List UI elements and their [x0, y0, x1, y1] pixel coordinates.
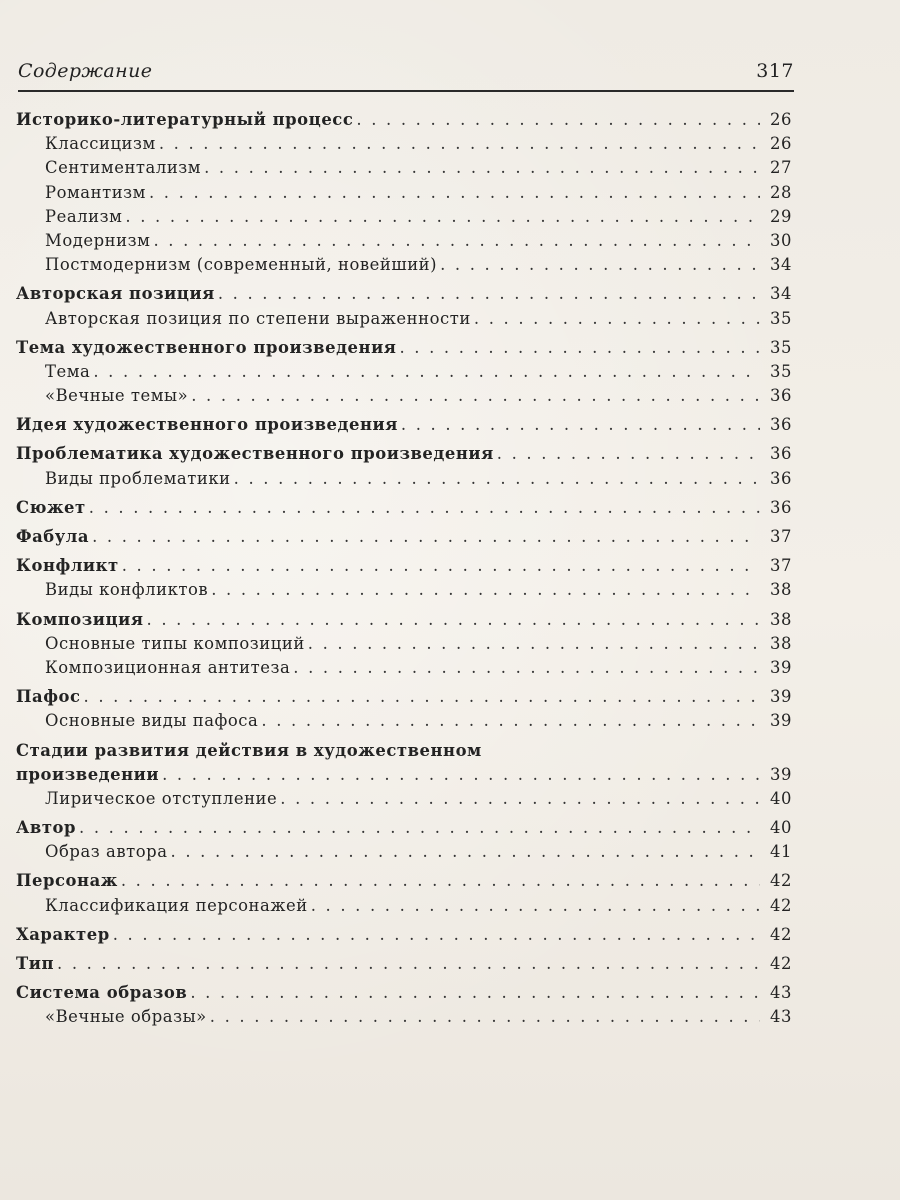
- dot-leader: [234, 469, 760, 488]
- toc-subentry-page: 30: [770, 230, 792, 250]
- toc-subentry-page: 34: [770, 255, 792, 275]
- toc-entry[interactable]: [16, 444, 792, 468]
- toc-entry[interactable]: [16, 556, 792, 580]
- dot-leader: [147, 610, 760, 629]
- toc-subentry[interactable]: [16, 255, 792, 279]
- toc-entry-page: 43: [770, 983, 792, 1003]
- toc-subentry-title: «Вечные образы»: [45, 1007, 207, 1027]
- toc-subentry-title: Модернизм: [45, 230, 151, 250]
- toc-subentry-title: Лирическое отступление: [45, 788, 278, 808]
- toc-subentry-title: Сентиментализм: [45, 158, 202, 178]
- toc-entry-page: 37: [770, 527, 792, 546]
- toc-subentry-page: 43: [770, 1007, 792, 1027]
- toc-entry-page: 36: [770, 497, 792, 517]
- toc-entry-title: Автор: [16, 818, 77, 838]
- page-number: 317: [756, 60, 794, 82]
- toc-subentry[interactable]: [16, 1007, 792, 1031]
- toc-subentry-title: Виды проблематики: [45, 468, 231, 488]
- toc-section: [16, 527, 792, 551]
- toc-entry[interactable]: [16, 284, 792, 308]
- running-title: Содержание: [18, 60, 153, 82]
- dot-leader: [92, 527, 760, 546]
- toc-subentry-title: Классификация персонажей: [45, 895, 308, 915]
- dot-leader: [218, 284, 760, 303]
- toc-subentry[interactable]: [16, 134, 792, 158]
- dot-leader: [280, 789, 760, 808]
- dot-leader: [57, 954, 760, 973]
- toc-entry-title: Персонаж: [16, 871, 118, 891]
- toc-section: [16, 444, 792, 492]
- dot-leader: [171, 842, 760, 861]
- dot-leader: [211, 580, 760, 599]
- toc-section: [16, 110, 792, 279]
- toc-subentry[interactable]: [16, 580, 792, 604]
- dot-leader: [190, 983, 760, 1002]
- dot-leader: [210, 1007, 760, 1026]
- toc-entry-title: Идея художественного произведения: [16, 415, 398, 435]
- toc-entry-title: Система образов: [16, 983, 188, 1003]
- toc-subentry-title: Реализм: [45, 206, 123, 226]
- dot-leader: [440, 255, 760, 274]
- toc-subentry-title: «Вечные темы»: [45, 386, 189, 406]
- toc-subentry-page: 29: [770, 206, 792, 226]
- toc-entry-page: 42: [770, 871, 792, 891]
- toc-subentry-title: Классицизм: [45, 134, 156, 154]
- toc-subentry[interactable]: [16, 634, 792, 658]
- toc-entry-title: Фабула: [16, 527, 90, 546]
- toc-section: [16, 741, 792, 814]
- dot-leader: [159, 134, 760, 153]
- toc-section: [16, 687, 792, 735]
- dot-leader: [261, 711, 760, 730]
- toc-subentry[interactable]: [16, 362, 792, 386]
- dot-leader: [191, 386, 760, 405]
- toc-entry-page: 34: [770, 284, 792, 304]
- table-of-contents: [16, 110, 792, 1037]
- toc-subentry[interactable]: [16, 309, 792, 333]
- toc-subentry-title: Постмодернизм (современный, новейший): [45, 255, 438, 275]
- dot-leader: [356, 110, 760, 129]
- toc-section: [16, 983, 792, 1031]
- toc-subentry[interactable]: [16, 207, 792, 231]
- toc-subentry-title: Романтизм: [45, 182, 146, 202]
- toc-entry-page: 26: [770, 110, 792, 129]
- toc-entry[interactable]: [16, 871, 792, 895]
- toc-subentry[interactable]: [16, 231, 792, 255]
- toc-section: [16, 498, 792, 522]
- toc-subentry-title: Композиционная антитеза: [45, 657, 291, 677]
- dot-leader: [497, 444, 760, 463]
- toc-entry-title: Конфликт: [16, 556, 119, 576]
- toc-subentry-page: 38: [770, 580, 792, 600]
- toc-entry-title: Сюжет: [16, 497, 86, 517]
- toc-section: [16, 284, 792, 332]
- dot-leader: [308, 634, 760, 653]
- toc-subentry-page: 36: [770, 468, 792, 488]
- toc-section: [16, 871, 792, 919]
- toc-entry[interactable]: [16, 498, 792, 522]
- toc-subentry-page: 35: [770, 361, 792, 381]
- dot-leader: [149, 183, 760, 202]
- toc-entry-page: 40: [770, 818, 792, 838]
- toc-subentry-page: 38: [770, 633, 792, 653]
- toc-entry-title: произведении: [16, 764, 160, 784]
- toc-subentry-page: 41: [770, 842, 792, 862]
- dot-leader: [311, 896, 760, 915]
- toc-entry-page: 39: [770, 687, 792, 707]
- toc-entry[interactable]: [16, 527, 792, 551]
- toc-entry[interactable]: [16, 110, 792, 134]
- toc-section: [16, 818, 792, 866]
- toc-section: [16, 556, 792, 604]
- toc-section: [16, 610, 792, 683]
- toc-entry[interactable]: [16, 415, 792, 439]
- dot-leader: [162, 765, 760, 784]
- toc-subentry[interactable]: [16, 711, 792, 735]
- toc-subentry-page: 42: [770, 895, 792, 915]
- toc-subentry-page: 26: [770, 134, 792, 154]
- dot-leader: [79, 818, 760, 837]
- toc-entry-title: Характер: [16, 924, 110, 944]
- dot-leader: [125, 207, 760, 226]
- dot-leader: [474, 309, 760, 328]
- toc-subentry-title: Основные виды пафоса: [45, 711, 259, 731]
- dot-leader: [93, 362, 760, 381]
- toc-subentry-page: 39: [770, 711, 792, 731]
- toc-subentry[interactable]: [16, 469, 792, 493]
- toc-subentry[interactable]: [16, 896, 792, 920]
- dot-leader: [122, 556, 760, 575]
- toc-subentry[interactable]: [16, 789, 792, 813]
- toc-subentry-title: Образ автора: [45, 842, 168, 862]
- toc-subentry-title: Основные типы композиций: [45, 633, 305, 653]
- toc-entry[interactable]: [16, 983, 792, 1007]
- dot-leader: [293, 658, 760, 677]
- toc-subentry[interactable]: [16, 386, 792, 410]
- dot-leader: [399, 338, 760, 357]
- toc-entry-title-line: Стадии развития действия в художественном: [16, 740, 482, 760]
- toc-entry-page: 39: [770, 764, 792, 784]
- toc-subentry-title: Авторская позиция по степени выраженности: [45, 308, 471, 328]
- toc-entry-title: Композиция: [16, 609, 144, 629]
- toc-entry[interactable]: [16, 925, 792, 949]
- toc-entry[interactable]: [16, 954, 792, 978]
- toc-subentry[interactable]: [16, 842, 792, 866]
- toc-entry[interactable]: [16, 818, 792, 842]
- toc-entry-page: 42: [770, 924, 792, 944]
- toc-subentry[interactable]: [16, 658, 792, 682]
- toc-entry-page: 36: [770, 444, 792, 464]
- toc-entry-title: Авторская позиция: [16, 284, 215, 304]
- toc-subentry-page: 36: [770, 386, 792, 406]
- toc-entry-page: 37: [770, 556, 792, 576]
- toc-section: [16, 338, 792, 411]
- toc-entry[interactable]: [16, 687, 792, 711]
- toc-section: [16, 954, 792, 978]
- dot-leader: [84, 687, 760, 706]
- toc-subentry-page: 35: [770, 308, 792, 328]
- running-header: [18, 58, 794, 92]
- toc-entry[interactable]: [16, 765, 792, 789]
- toc-entry[interactable]: [16, 338, 792, 362]
- toc-section: [16, 925, 792, 949]
- toc-entry-page: 38: [770, 609, 792, 629]
- dot-leader: [204, 158, 760, 177]
- toc-subentry-page: 27: [770, 158, 792, 178]
- toc-entry-title: Пафос: [16, 687, 81, 707]
- dot-leader: [401, 415, 760, 434]
- toc-entry-title: Историко-литературный процесс: [16, 110, 354, 129]
- toc-subentry-title: Виды конфликтов: [45, 580, 209, 600]
- toc-entry-page: 35: [770, 337, 792, 357]
- toc-entry-page: 36: [770, 415, 792, 435]
- toc-subentry-title: Тема: [45, 361, 91, 381]
- dot-leader: [113, 925, 760, 944]
- toc-entry-title: Тема художественного произведения: [16, 337, 397, 357]
- toc-entry[interactable]: [16, 610, 792, 634]
- toc-subentry-page: 28: [770, 182, 792, 202]
- dot-leader: [121, 871, 760, 890]
- dot-leader: [89, 498, 760, 517]
- toc-subentry-page: 40: [770, 788, 792, 808]
- toc-subentry[interactable]: [16, 158, 792, 182]
- toc-subentry[interactable]: [16, 183, 792, 207]
- dot-leader: [153, 231, 760, 250]
- toc-entry-title: Тип: [16, 954, 55, 973]
- toc-subentry-page: 39: [770, 657, 792, 677]
- toc-entry-title: Проблематика художественного произведения: [16, 444, 494, 464]
- toc-section: [16, 415, 792, 439]
- toc-entry-page: 42: [770, 954, 792, 973]
